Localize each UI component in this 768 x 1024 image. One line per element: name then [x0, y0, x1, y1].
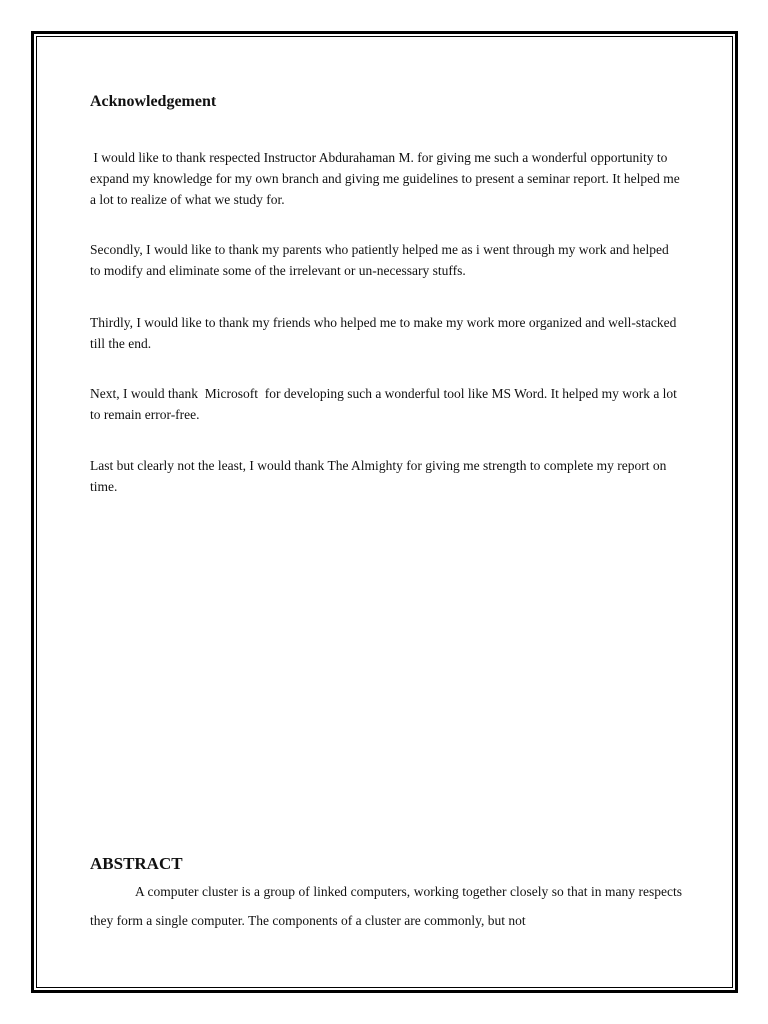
abstract-body: A computer cluster is a group of linked computers, working together closely so that in many respects they form a single computer. The components of a cluster are commonly, but not [90, 884, 682, 928]
acknowledgement-paragraph-5: Last but clearly not the least, I would thank The Almighty for giving me strength to complete my report on time. [90, 458, 670, 494]
abstract-heading: ABSTRACT [90, 854, 183, 873]
acknowledgement-paragraph-3: Thirdly, I would like to thank my friends who helped me to make my work more organized and well-stacked till the end. [90, 315, 680, 351]
acknowledgement-paragraph-1: I would like to thank respected Instructor Abdurahaman M. for giving me such a wonderful opportunity to expand my knowledge for my own branch and giving me guidelines to present a seminar report. It helped me a lot to realize of what we study for. [90, 150, 684, 207]
acknowledgement-paragraph-4: Next, I would thank Microsoft for developing such a wonderful tool like MS Word. It helped my work a lot to remain error-free. [90, 386, 681, 422]
acknowledgement-heading: Acknowledgement [90, 93, 217, 110]
acknowledgement-paragraph-2: Secondly, I would like to thank my parents who patiently helped me as i went through my work and helped to modify and eliminate some of the irrelevant or un-necessary stuffs. [90, 242, 673, 278]
